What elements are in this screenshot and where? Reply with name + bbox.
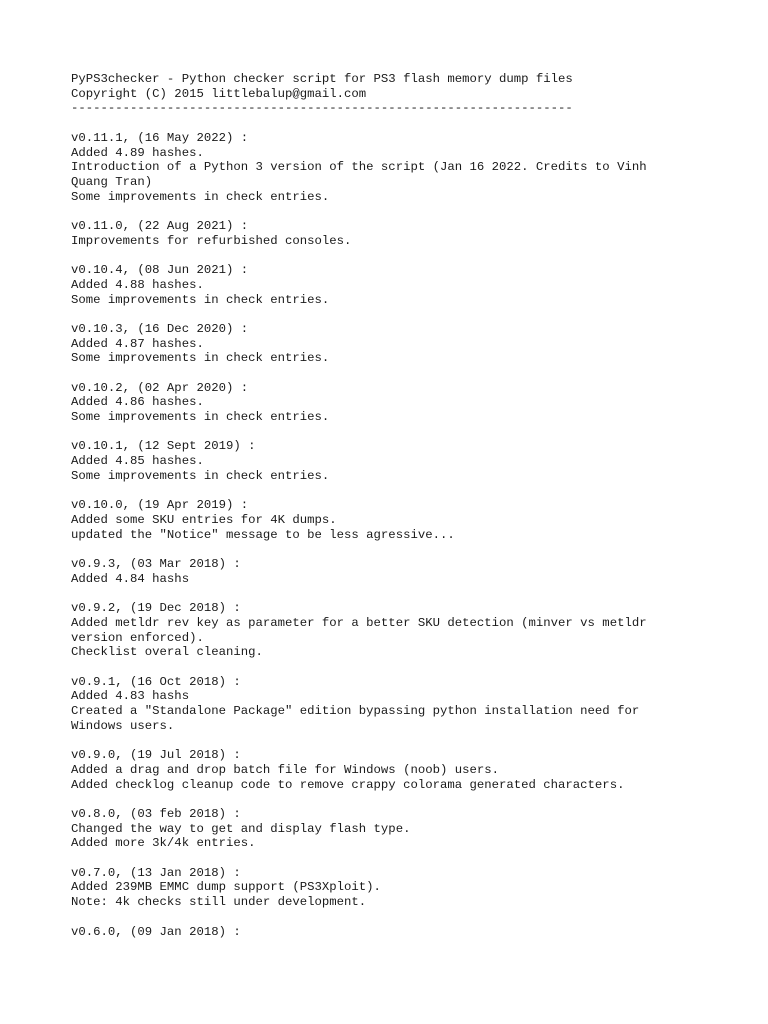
document-header <box>71 72 711 116</box>
change-note: Added 4.87 hashes. <box>71 336 204 351</box>
change-note: Some improvements in check entries. <box>71 351 330 366</box>
change-note: Added 4.85 hashes. <box>71 454 204 469</box>
separator-line: -------------------------------------------------------------------- <box>71 101 573 116</box>
change-note: Added more 3k/4k entries. <box>71 836 256 851</box>
version-heading: v0.10.3, (16 Dec 2020) : <box>71 321 249 336</box>
copyright-line: Copyright (C) 2015 littlebalup@gmail.com <box>71 86 367 101</box>
change-note: Created a "Standalone Package" edition bypassing python installation need for <box>71 704 640 719</box>
version-heading: v0.8.0, (03 feb 2018) : <box>71 806 241 821</box>
version-heading: v0.9.3, (03 Mar 2018) : <box>71 557 241 572</box>
version-heading: v0.11.1, (16 May 2022) : <box>71 130 249 145</box>
change-note: Added 239MB EMMC dump support (PS3Xploit). <box>71 880 381 895</box>
changelog-entry <box>71 131 711 205</box>
changelog-entry <box>71 807 711 851</box>
change-note: Added 4.83 hashs <box>71 689 190 704</box>
document-page <box>71 72 711 954</box>
change-note: Added 4.88 hashes. <box>71 277 204 292</box>
version-heading: v0.10.1, (12 Sept 2019) : <box>71 439 256 454</box>
changelog-entry <box>71 866 711 910</box>
version-heading: v0.10.2, (02 Apr 2020) : <box>71 380 249 395</box>
change-note: version enforced). <box>71 630 204 645</box>
changelog-entry <box>71 322 711 366</box>
version-heading: v0.10.0, (19 Apr 2019) : <box>71 498 249 513</box>
change-note: Note: 4k checks still under development. <box>71 895 367 910</box>
change-note: Added a drag and drop batch file for Windows (noob) users. <box>71 762 500 777</box>
version-heading: v0.9.2, (19 Dec 2018) : <box>71 601 241 616</box>
version-heading: v0.6.0, (09 Jan 2018) : <box>71 924 241 939</box>
change-note: Changed the way to get and display flash type. <box>71 821 411 836</box>
change-note: Added 4.89 hashes. <box>71 145 204 160</box>
changelog-entry <box>71 263 711 307</box>
changelog-entry <box>71 601 711 660</box>
version-heading: v0.11.0, (22 Aug 2021) : <box>71 219 249 233</box>
change-note: Some improvements in check entries. <box>71 410 330 425</box>
change-note: Windows users. <box>71 718 175 733</box>
change-note: Added checklog cleanup code to remove crappy colorama generated characters. <box>71 777 625 792</box>
changelog-entry <box>71 219 711 248</box>
change-note: Quang Tran) <box>71 174 153 189</box>
change-note: Added 4.84 hashs <box>71 571 190 586</box>
version-heading: v0.10.4, (08 Jun 2021) : <box>71 263 249 278</box>
changelog-entry <box>71 557 711 586</box>
change-note: Checklist overal cleaning. <box>71 645 263 660</box>
document-title: PyPS3checker - Python checker script for PS3 flash memory dump files <box>71 72 573 86</box>
change-note: Added some SKU entries for 4K dumps. <box>71 512 337 527</box>
changelog-entry <box>71 381 711 425</box>
changelog-entry <box>71 675 711 734</box>
change-note: Added 4.86 hashes. <box>71 395 204 410</box>
change-note: Some improvements in check entries. <box>71 468 330 483</box>
version-heading: v0.7.0, (13 Jan 2018) : <box>71 865 241 880</box>
change-note: Some improvements in check entries. <box>71 292 330 307</box>
changelog-list <box>71 131 711 939</box>
change-note: Introduction of a Python 3 version of the script (Jan 16 2022. Credits to Vinh <box>71 160 647 175</box>
change-note: Added metldr rev key as parameter for a better SKU detection (minver vs metldr <box>71 615 647 630</box>
changelog-entry <box>71 498 711 542</box>
changelog-entry <box>71 748 711 792</box>
changelog-entry <box>71 925 711 940</box>
changelog-entry <box>71 439 711 483</box>
version-heading: v0.9.0, (19 Jul 2018) : <box>71 748 241 763</box>
change-note: updated the "Notice" message to be less agressive... <box>71 527 455 542</box>
version-heading: v0.9.1, (16 Oct 2018) : <box>71 674 241 689</box>
change-note: Improvements for refurbished consoles. <box>71 233 352 248</box>
change-note: Some improvements in check entries. <box>71 189 330 204</box>
